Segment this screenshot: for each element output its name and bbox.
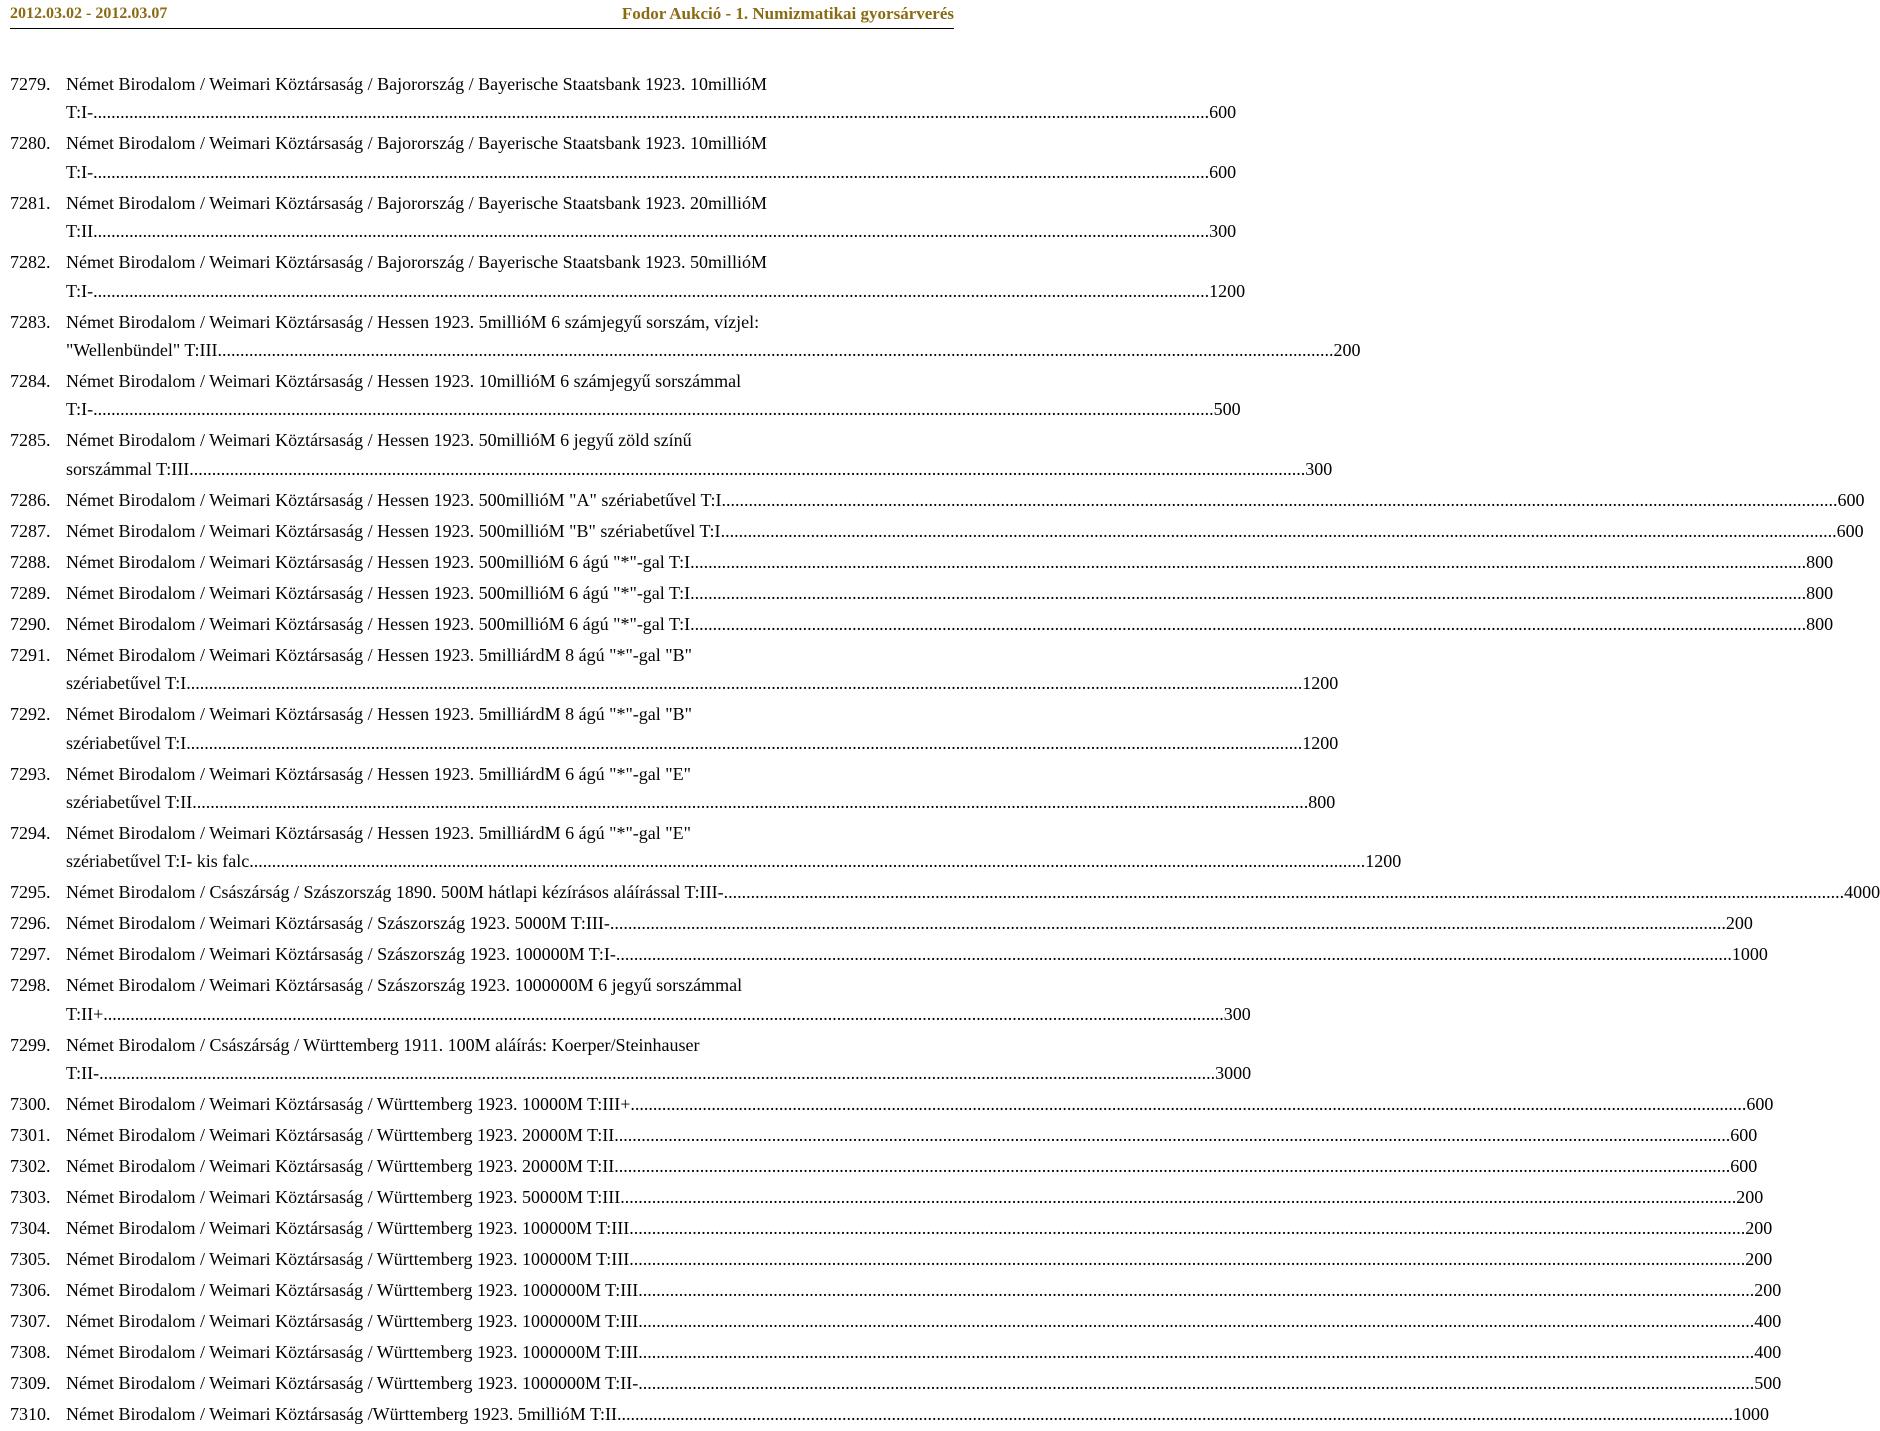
- lot-description: [66, 308, 1360, 365]
- lot-last-line: [66, 1307, 1781, 1335]
- lot-entry: [10, 1121, 1758, 1149]
- lot-description: [66, 1276, 1781, 1304]
- lot-entry: [10, 129, 1237, 186]
- lot-grade-text: szériabetűvel T:I: [66, 732, 187, 753]
- starting-price: 800: [1806, 551, 1834, 572]
- lot-description: [66, 1121, 1757, 1149]
- lot-entry: [10, 70, 1237, 127]
- lot-last-line: [66, 1121, 1757, 1149]
- starting-price: 1200: [1302, 732, 1339, 753]
- dot-leader: [186, 729, 1302, 757]
- lot-description: [66, 548, 1833, 576]
- starting-price: 600: [1746, 1094, 1774, 1115]
- lot-description: [66, 1183, 1763, 1211]
- lot-grade-text: Német Birodalom / Weimari Köztársaság / Szászország 1923. 100000M T:I-: [66, 944, 616, 965]
- lot-number: 7284.: [10, 371, 51, 392]
- lot-description-text: Német Birodalom / Weimari Köztársaság / Hessen 1923. 5milliárdM 6 ágú "*"-gal "E": [66, 763, 691, 784]
- lot-last-line: [66, 788, 1335, 816]
- dot-leader: [629, 1214, 1745, 1242]
- starting-price: 800: [1806, 613, 1834, 634]
- starting-price: 300: [1209, 221, 1237, 242]
- lot-entry: [10, 1152, 1758, 1180]
- lot-grade-text: szériabetűvel T:I- kis falc: [66, 851, 250, 872]
- dot-leader: [249, 847, 1365, 875]
- lot-description-text: Német Birodalom / Weimari Köztársaság / Szászország 1923. 1000000M 6 jegyű sorszámmal: [66, 975, 743, 996]
- lot-number: 7280.: [10, 133, 51, 154]
- lot-list: [10, 70, 1880, 1431]
- lot-grade-text: szériabetűvel T:II: [66, 792, 193, 813]
- lot-number: 7295.: [10, 882, 51, 903]
- lot-description: [66, 1369, 1781, 1397]
- lot-description: [66, 819, 1401, 876]
- starting-price: 800: [1806, 582, 1834, 603]
- lot-description: [66, 971, 1251, 1028]
- lot-grade-text: Német Birodalom / Weimari Köztársaság / Württemberg 1923. 1000000M T:II-: [66, 1373, 639, 1394]
- starting-price: 300: [1305, 458, 1333, 479]
- lot-grade-text: Német Birodalom / Császárság / Szászország 1890. 500M hátlapi kézírásos aláírással T:III-.: [66, 882, 729, 903]
- lot-description-text: Német Birodalom / Weimari Köztársaság / Bajorország / Bayerische Staatsbank 1923. 10millióM: [66, 74, 768, 94]
- lot-last-line: [66, 1000, 1251, 1028]
- dot-leader: [690, 610, 1806, 638]
- lot-number: 7290.: [10, 613, 51, 634]
- lot-number: 7300.: [10, 1094, 51, 1115]
- dot-leader: [629, 1245, 1745, 1273]
- lot-last-line: [66, 1183, 1763, 1211]
- lot-number: 7307.: [10, 1311, 51, 1332]
- lot-description: [66, 367, 1241, 424]
- starting-price: 500: [1213, 399, 1241, 420]
- lot-number: 7287.: [10, 520, 51, 541]
- lot-last-line: [66, 909, 1753, 937]
- dot-leader: [108, 1000, 1224, 1028]
- lot-last-line: [66, 158, 1236, 186]
- lot-number: 7289.: [10, 582, 51, 603]
- page-header: [10, 0, 954, 29]
- dot-leader: [617, 1400, 1733, 1428]
- lot-entry: [10, 610, 1834, 638]
- lot-number: 7288.: [10, 551, 51, 572]
- lot-last-line: [66, 1338, 1781, 1366]
- starting-price: 600: [1209, 161, 1237, 182]
- lot-description-text: Német Birodalom / Weimari Köztársaság / Hessen 1923. 50millióM 6 jegyű zöld színű: [66, 430, 692, 451]
- lot-grade-text: T:II+.: [66, 1003, 108, 1024]
- lot-last-line: [66, 517, 1864, 545]
- lot-number: 7285.: [10, 430, 51, 451]
- dot-leader: [186, 669, 1302, 697]
- lot-grade-text: Német Birodalom / Weimari Köztársaság / Württemberg 1923. 20000M T:II: [66, 1125, 615, 1146]
- lot-grade-text: Német Birodalom / Weimari Köztársaság / Hessen 1923. 500millióM "B" szériabetűvel T:I: [66, 520, 721, 541]
- lot-entry: [10, 1245, 1773, 1273]
- lot-entry: [10, 486, 1865, 514]
- lot-last-line: [66, 395, 1241, 423]
- starting-price: 400: [1754, 1311, 1782, 1332]
- lot-grade-text: Német Birodalom / Weimari Köztársaság / Hessen 1923. 500millióM "A" szériabetűvel T:I: [66, 489, 722, 510]
- lot-number: 7292.: [10, 704, 51, 725]
- lot-entry: [10, 971, 1251, 1028]
- lot-number: 7309.: [10, 1373, 51, 1394]
- lot-last-line: [66, 486, 1865, 514]
- starting-price: 1000: [1733, 1404, 1770, 1425]
- lot-description: [66, 700, 1338, 757]
- lot-number: 7301.: [10, 1125, 51, 1146]
- lot-grade-text: Német Birodalom / Weimari Köztársaság /Württemberg 1923. 5millióM T:II: [66, 1404, 618, 1425]
- lot-description: [66, 1338, 1781, 1366]
- lot-description-text: Német Birodalom / Weimari Köztársaság / Hessen 1923. 5millióM 6 számjegyű sorszám, vízjel:: [66, 311, 760, 332]
- lot-grade-text: Német Birodalom / Weimari Köztársaság / Württemberg 1923. 1000000M T:III: [66, 1342, 639, 1363]
- lot-description: [66, 486, 1865, 514]
- starting-price: 600: [1730, 1125, 1758, 1146]
- lot-entry: [10, 248, 1246, 305]
- lot-entry: [10, 308, 1361, 365]
- lot-grade-text: Német Birodalom / Weimari Köztársaság / Württemberg 1923. 50000M T:III: [66, 1187, 621, 1208]
- lot-description-text: Német Birodalom / Weimari Köztársaság / Hessen 1923. 10millióM 6 számjegyű sorszámmal: [66, 371, 742, 392]
- lot-description: [66, 248, 1245, 305]
- starting-price: 200: [1333, 340, 1361, 361]
- lot-last-line: [66, 729, 1338, 757]
- lot-last-line: [66, 847, 1401, 875]
- lot-number: 7306.: [10, 1280, 51, 1301]
- lot-number: 7297.: [10, 944, 51, 965]
- lot-entry: [10, 1338, 1782, 1366]
- lot-number: 7298.: [10, 975, 51, 996]
- starting-price: 600: [1209, 102, 1237, 123]
- lot-description: [66, 1307, 1781, 1335]
- starting-price: 500: [1754, 1373, 1782, 1394]
- lot-number: 7293.: [10, 763, 51, 784]
- lot-entry: [10, 641, 1339, 698]
- dot-leader: [620, 1183, 1736, 1211]
- lot-description-text: Német Birodalom / Weimari Köztársaság / Bajorország / Bayerische Staatsbank 1923. 20millióM: [66, 192, 768, 213]
- lot-last-line: [66, 610, 1833, 638]
- dot-leader: [721, 517, 1837, 545]
- lot-entry: [10, 878, 1880, 906]
- lot-description: [66, 1031, 1251, 1088]
- starting-price: 1200: [1302, 673, 1339, 694]
- dot-leader: [93, 277, 1209, 305]
- lot-description: [66, 517, 1864, 545]
- lot-entry: [10, 700, 1339, 757]
- dot-leader: [93, 98, 1209, 126]
- dot-leader: [98, 395, 1214, 423]
- lot-description: [66, 70, 1236, 127]
- lot-description-text: Német Birodalom / Weimari Köztársaság / Bajorország / Bayerische Staatsbank 1923. 10millióM: [66, 133, 768, 154]
- lot-description-text: Német Birodalom / Weimari Köztársaság / Hessen 1923. 5milliárdM 8 ágú "*"-gal "B": [66, 644, 692, 665]
- lot-description: [66, 579, 1833, 607]
- lot-entry: [10, 1214, 1773, 1242]
- starting-price: 200: [1745, 1249, 1773, 1270]
- lot-grade-text: T:I-: [66, 161, 94, 182]
- lot-grade-text: "Wellenbündel" T:III: [66, 340, 218, 361]
- lot-last-line: [66, 669, 1338, 697]
- lot-grade-text: Német Birodalom / Weimari Köztársaság / Württemberg 1923. 1000000M T:III: [66, 1311, 639, 1332]
- starting-price: 300: [1223, 1003, 1251, 1024]
- lot-entry: [10, 517, 1864, 545]
- lot-entry: [10, 1183, 1764, 1211]
- lot-last-line: [66, 336, 1360, 364]
- lot-description: [66, 1214, 1772, 1242]
- lot-entry: [10, 579, 1834, 607]
- dot-leader: [638, 1276, 1754, 1304]
- lot-number: 7302.: [10, 1156, 51, 1177]
- dot-leader: [189, 455, 1305, 483]
- lot-grade-text: Német Birodalom / Weimari Köztársaság / Württemberg 1923. 100000M T:III: [66, 1249, 630, 1270]
- starting-price: 200: [1745, 1218, 1773, 1239]
- lot-grade-text: Német Birodalom / Weimari Köztársaság / Hessen 1923. 500millióM 6 ágú "*"-gal T:I: [66, 613, 691, 634]
- lot-grade-text: Német Birodalom / Weimari Köztársaság / Szászország 1923. 5000M T:III-: [66, 913, 610, 934]
- lot-entry: [10, 548, 1834, 576]
- lot-last-line: [66, 548, 1833, 576]
- lot-number: 7305.: [10, 1249, 51, 1270]
- lot-entry: [10, 426, 1333, 483]
- starting-price: 1000: [1731, 944, 1768, 965]
- starting-price: 3000: [1215, 1063, 1252, 1084]
- lot-last-line: [66, 1152, 1757, 1180]
- dot-leader: [99, 1059, 1215, 1087]
- dot-leader: [690, 579, 1806, 607]
- lot-number: 7296.: [10, 913, 51, 934]
- lot-number: 7281.: [10, 192, 51, 213]
- lot-grade-text: Német Birodalom / Weimari Köztársaság / Württemberg 1923. 20000M T:II: [66, 1156, 615, 1177]
- dot-leader: [610, 909, 1726, 937]
- lot-last-line: [66, 940, 1768, 968]
- starting-price: 200: [1754, 1280, 1782, 1301]
- lot-grade-text: T:II-: [66, 1063, 100, 1084]
- lot-last-line: [66, 98, 1236, 126]
- lot-grade-text: Német Birodalom / Weimari Köztársaság / Württemberg 1923. 10000M T:III+: [66, 1094, 631, 1115]
- dot-leader: [638, 1307, 1754, 1335]
- dot-leader: [93, 217, 1209, 245]
- lot-last-line: [66, 1090, 1773, 1118]
- lot-entry: [10, 1031, 1252, 1088]
- dot-leader: [728, 878, 1844, 906]
- lot-number: 7286.: [10, 489, 51, 510]
- lot-last-line: [66, 455, 1332, 483]
- lot-number: 7303.: [10, 1187, 51, 1208]
- auction-title: Fodor Aukció - 1. Numizmatikai gyorsárverés: [621, 4, 954, 23]
- dot-leader: [638, 1369, 1754, 1397]
- lot-grade-text: sorszámmal T:III: [66, 458, 190, 479]
- lot-description: [66, 1245, 1772, 1273]
- dot-leader: [630, 1090, 1746, 1118]
- lot-entry: [10, 1369, 1782, 1397]
- lot-last-line: [66, 1276, 1781, 1304]
- lot-grade-text: Német Birodalom / Weimari Köztársaság / Württemberg 1923. 1000000M T:III: [66, 1280, 639, 1301]
- dot-leader: [93, 158, 1209, 186]
- lot-description-text: Német Birodalom / Weimari Köztársaság / Hessen 1923. 5milliárdM 6 ágú "*"-gal "E": [66, 823, 691, 844]
- lot-last-line: [66, 1214, 1772, 1242]
- starting-price: 1200: [1365, 851, 1402, 872]
- lot-description-text: Német Birodalom / Weimari Köztársaság / Hessen 1923. 5milliárdM 8 ágú "*"-gal "B": [66, 704, 692, 725]
- lot-entry: [10, 940, 1768, 968]
- dot-leader: [616, 940, 1732, 968]
- starting-price: 800: [1308, 792, 1336, 813]
- starting-price: 200: [1736, 1187, 1764, 1208]
- lot-number: 7279.: [10, 74, 51, 94]
- lot-last-line: [66, 277, 1245, 305]
- starting-price: 600: [1837, 489, 1865, 510]
- lot-description: [66, 641, 1338, 698]
- starting-price: 1200: [1209, 280, 1246, 301]
- lot-number: 7299.: [10, 1034, 51, 1055]
- lot-description: [66, 1152, 1757, 1180]
- lot-grade-text: T:I-: [66, 102, 94, 123]
- lot-entry: [10, 367, 1241, 424]
- dot-leader: [192, 788, 1308, 816]
- lot-grade-text: Német Birodalom / Weimari Köztársaság / Württemberg 1923. 100000M T:III: [66, 1218, 630, 1239]
- starting-price: 4000: [1844, 882, 1880, 903]
- lot-last-line: [66, 1245, 1772, 1273]
- lot-description: [66, 878, 1880, 906]
- lot-last-line: [66, 579, 1833, 607]
- starting-price: 400: [1754, 1342, 1782, 1363]
- dot-leader: [638, 1338, 1754, 1366]
- lot-number: 7282.: [10, 252, 51, 273]
- lot-description: [66, 610, 1833, 638]
- lot-description: [66, 1090, 1773, 1118]
- lot-description: [66, 940, 1768, 968]
- lot-entry: [10, 819, 1402, 876]
- lot-number: 7294.: [10, 823, 51, 844]
- lot-entry: [10, 1090, 1774, 1118]
- lot-number: 7310.: [10, 1404, 51, 1425]
- lot-description: [66, 426, 1332, 483]
- lot-description-text: Német Birodalom / Weimari Köztársaság / Bajorország / Bayerische Staatsbank 1923. 50millióM: [66, 252, 768, 273]
- starting-price: 600: [1730, 1156, 1758, 1177]
- starting-price: 200: [1725, 913, 1753, 934]
- dot-leader: [217, 336, 1333, 364]
- lot-last-line: [66, 1369, 1781, 1397]
- lot-entry: [10, 1400, 1770, 1428]
- lot-grade-text: T:I-.: [66, 399, 98, 420]
- lot-entry: [10, 760, 1336, 817]
- lot-number: 7304.: [10, 1218, 51, 1239]
- lot-number: 7308.: [10, 1342, 51, 1363]
- lot-number: 7291.: [10, 644, 51, 665]
- dot-leader: [614, 1121, 1730, 1149]
- lot-description: [66, 129, 1236, 186]
- lot-grade-text: szériabetűvel T:I: [66, 673, 187, 694]
- lot-entry: [10, 909, 1753, 937]
- lot-number: 7283.: [10, 311, 51, 332]
- dot-leader: [722, 486, 1838, 514]
- lot-last-line: [66, 1059, 1251, 1087]
- lot-description: [66, 1400, 1769, 1428]
- starting-price: 600: [1836, 520, 1864, 541]
- lot-entry: [10, 189, 1237, 246]
- lot-grade-text: T:I-: [66, 280, 94, 301]
- lot-description-text: Német Birodalom / Császárság / Württemberg 1911. 100M aláírás: Koerper/Steinhauser: [66, 1034, 700, 1055]
- lot-last-line: [66, 1400, 1769, 1428]
- lot-description: [66, 189, 1236, 246]
- lot-last-line: [66, 217, 1236, 245]
- lot-description: [66, 760, 1335, 817]
- lot-entry: [10, 1276, 1782, 1304]
- dot-leader: [690, 548, 1806, 576]
- dot-leader: [614, 1152, 1730, 1180]
- lot-grade-text: T:II: [66, 221, 94, 242]
- lot-entry: [10, 1307, 1782, 1335]
- lot-last-line: [66, 878, 1880, 906]
- lot-grade-text: Német Birodalom / Weimari Köztársaság / Hessen 1923. 500millióM 6 ágú "*"-gal T:I: [66, 551, 691, 572]
- auction-date: 2012.03.02 - 2012.03.07: [10, 5, 168, 22]
- lot-description: [66, 909, 1753, 937]
- lot-grade-text: Német Birodalom / Weimari Köztársaság / Hessen 1923. 500millióM 6 ágú "*"-gal T:I: [66, 582, 691, 603]
